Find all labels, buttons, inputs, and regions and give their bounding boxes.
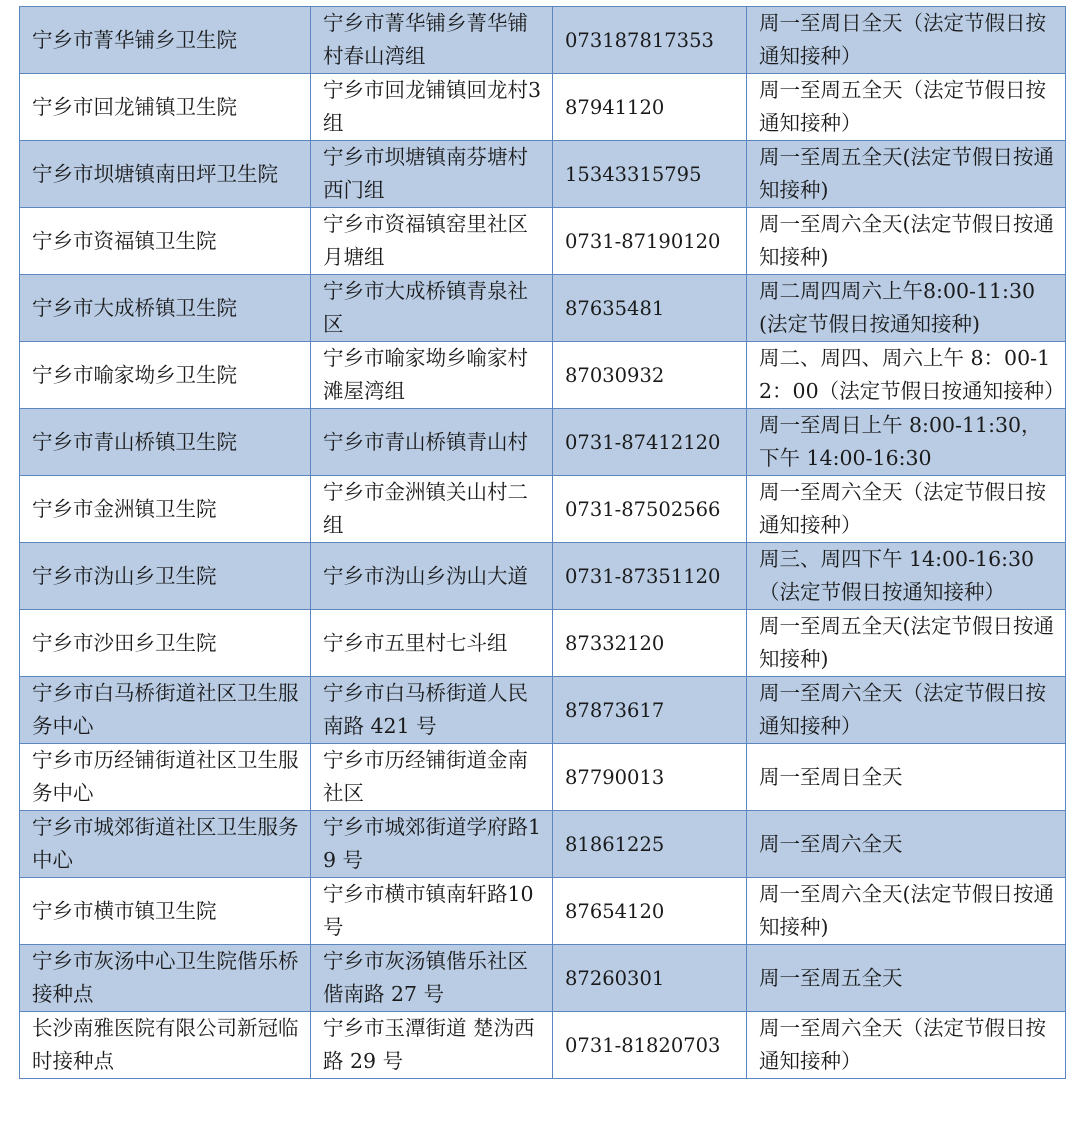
site-hours-cell: 周一至周日全天（法定节假日按通知接种）	[747, 7, 1066, 74]
site-hours-cell: 周一至周五全天	[747, 945, 1066, 1012]
table-row	[20, 275, 1066, 342]
site-address-cell: 宁乡市灰汤镇偕乐社区偕南路 27 号	[311, 945, 553, 1012]
site-hours-cell: 周一至周六全天(法定节假日按通知接种)	[747, 878, 1066, 945]
table-row	[20, 677, 1066, 744]
site-name-cell: 宁乡市菁华铺乡卫生院	[20, 7, 311, 74]
site-name-cell: 宁乡市金洲镇卫生院	[20, 476, 311, 543]
site-address-cell: 宁乡市大成桥镇青泉社区	[311, 275, 553, 342]
table-row	[20, 208, 1066, 275]
site-address-cell: 宁乡市资福镇窑里社区月塘组	[311, 208, 553, 275]
site-address-cell: 宁乡市金洲镇关山村二组	[311, 476, 553, 543]
site-hours-cell: 周一至周六全天（法定节假日按通知接种）	[747, 677, 1066, 744]
site-name-cell: 宁乡市沩山乡卫生院	[20, 543, 311, 610]
table-body	[20, 7, 1066, 1079]
site-address-cell: 宁乡市青山桥镇青山村	[311, 409, 553, 476]
site-name-cell: 宁乡市回龙铺镇卫生院	[20, 74, 311, 141]
vaccination-sites-table	[19, 6, 1066, 1079]
table-row	[20, 1012, 1066, 1079]
site-address-cell: 宁乡市玉潭街道 楚沩西路 29 号	[311, 1012, 553, 1079]
table-row	[20, 878, 1066, 945]
table-row	[20, 476, 1066, 543]
site-phone-cell: 81861225	[553, 811, 747, 878]
site-address-cell: 宁乡市横市镇南轩路10 号	[311, 878, 553, 945]
site-name-cell: 宁乡市坝塘镇南田坪卫生院	[20, 141, 311, 208]
site-hours-cell: 周三、周四下午 14:00-16:30（法定节假日按通知接种）	[747, 543, 1066, 610]
table-row	[20, 141, 1066, 208]
site-name-cell: 宁乡市喻家坳乡卫生院	[20, 342, 311, 409]
site-address-cell: 宁乡市回龙铺镇回龙村3组	[311, 74, 553, 141]
site-address-cell: 宁乡市坝塘镇南芬塘村西门组	[311, 141, 553, 208]
site-hours-cell: 周一至周五全天(法定节假日按通知接种)	[747, 141, 1066, 208]
site-hours-cell: 周一至周六全天（法定节假日按通知接种）	[747, 1012, 1066, 1079]
site-name-cell: 宁乡市灰汤中心卫生院偕乐桥接种点	[20, 945, 311, 1012]
site-hours-cell: 周二周四周六上午8:00-11:30(法定节假日按通知接种)	[747, 275, 1066, 342]
site-hours-cell: 周一至周五全天(法定节假日按通知接种)	[747, 610, 1066, 677]
table-row	[20, 7, 1066, 74]
site-name-cell: 宁乡市沙田乡卫生院	[20, 610, 311, 677]
table-row	[20, 342, 1066, 409]
site-phone-cell: 15343315795	[553, 141, 747, 208]
site-address-cell: 宁乡市历经铺街道金南社区	[311, 744, 553, 811]
site-name-cell: 长沙南雅医院有限公司新冠临时接种点	[20, 1012, 311, 1079]
site-hours-cell: 周一至周日上午 8:00-11:30，下午 14:00-16:30	[747, 409, 1066, 476]
site-address-cell: 宁乡市白马桥街道人民南路 421 号	[311, 677, 553, 744]
site-phone-cell: 87260301	[553, 945, 747, 1012]
site-phone-cell: 87332120	[553, 610, 747, 677]
site-name-cell: 宁乡市白马桥街道社区卫生服务中心	[20, 677, 311, 744]
table-row	[20, 409, 1066, 476]
site-hours-cell: 周一至周五全天（法定节假日按通知接种）	[747, 74, 1066, 141]
site-hours-cell: 周一至周六全天（法定节假日按通知接种）	[747, 476, 1066, 543]
site-phone-cell: 0731-87351120	[553, 543, 747, 610]
site-name-cell: 宁乡市大成桥镇卫生院	[20, 275, 311, 342]
site-name-cell: 宁乡市历经铺街道社区卫生服务中心	[20, 744, 311, 811]
site-phone-cell: 0731-81820703	[553, 1012, 747, 1079]
site-address-cell: 宁乡市城郊街道学府路19 号	[311, 811, 553, 878]
site-phone-cell: 0731-87412120	[553, 409, 747, 476]
table-row	[20, 945, 1066, 1012]
site-phone-cell: 87654120	[553, 878, 747, 945]
site-phone-cell: 87635481	[553, 275, 747, 342]
site-name-cell: 宁乡市资福镇卫生院	[20, 208, 311, 275]
site-address-cell: 宁乡市沩山乡沩山大道	[311, 543, 553, 610]
site-phone-cell: 87030932	[553, 342, 747, 409]
site-name-cell: 宁乡市横市镇卫生院	[20, 878, 311, 945]
site-phone-cell: 073187817353	[553, 7, 747, 74]
table-row	[20, 811, 1066, 878]
site-phone-cell: 87941120	[553, 74, 747, 141]
site-address-cell: 宁乡市喻家坳乡喻家村滩屋湾组	[311, 342, 553, 409]
site-hours-cell: 周一至周六全天	[747, 811, 1066, 878]
site-name-cell: 宁乡市城郊街道社区卫生服务中心	[20, 811, 311, 878]
site-phone-cell: 87873617	[553, 677, 747, 744]
table-row	[20, 744, 1066, 811]
site-hours-cell: 周一至周日全天	[747, 744, 1066, 811]
site-hours-cell: 周二、周四、周六上午 8：00-12：00（法定节假日按通知接种）	[747, 342, 1066, 409]
table-row	[20, 610, 1066, 677]
site-phone-cell: 0731-87502566	[553, 476, 747, 543]
site-phone-cell: 0731-87190120	[553, 208, 747, 275]
table-row	[20, 74, 1066, 141]
vaccination-sites-table-wrapper	[19, 6, 1066, 1079]
table-row	[20, 543, 1066, 610]
site-hours-cell: 周一至周六全天(法定节假日按通知接种)	[747, 208, 1066, 275]
site-name-cell: 宁乡市青山桥镇卫生院	[20, 409, 311, 476]
site-phone-cell: 87790013	[553, 744, 747, 811]
site-address-cell: 宁乡市菁华铺乡菁华铺村春山湾组	[311, 7, 553, 74]
site-address-cell: 宁乡市五里村七斗组	[311, 610, 553, 677]
